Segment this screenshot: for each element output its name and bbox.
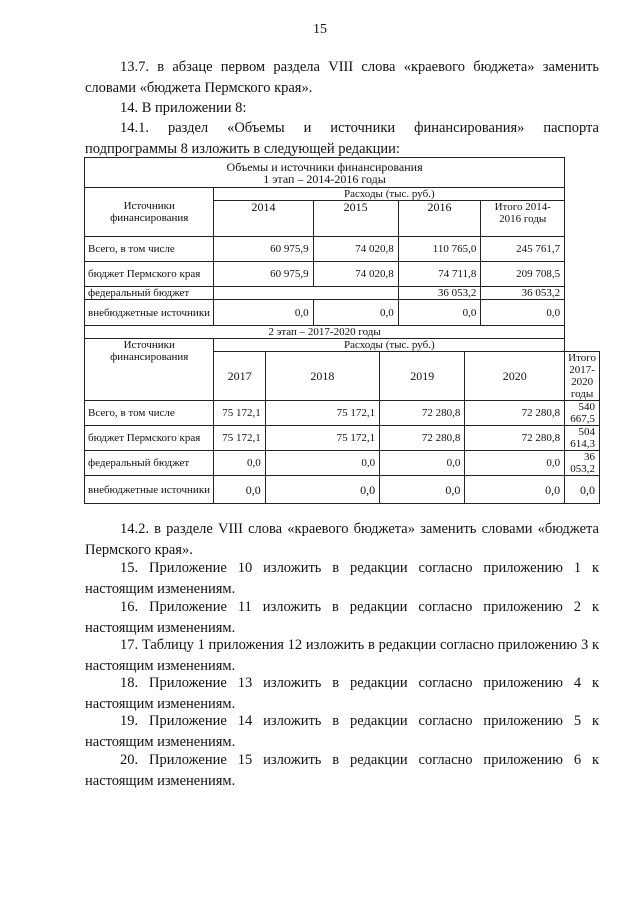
paragraph-19: 19. Приложение 14 изложить в редакции согласно приложению 5 к настоящим изменениям. [85,713,599,750]
financing-table [84,157,600,504]
year-header: 2019 [380,352,465,401]
total-header: Итого 2017-2020 годы [565,352,600,401]
table-cell: 36 053,2 [565,451,600,476]
row-label-regional: бюджет Пермского края [85,426,214,451]
total-header: Итого 2014-2016 годы [481,201,565,237]
table-cell: 0,0 [214,300,313,326]
table-cell: 0,0 [481,300,565,326]
table-cell: 504 614,3 [565,426,600,451]
table-cell: 0,0 [265,476,379,504]
paragraph-18: 18. Приложение 13 изложить в редакции согласно приложению 4 к настоящим изменениям. [85,675,599,712]
stage-1-title: 1 этап – 2014-2016 годы [263,171,386,186]
row-label-federal: федеральный бюджет [85,451,214,476]
table-cell: 0,0 [265,451,379,476]
row-label-total: Всего, в том числе [85,401,214,426]
row-label-regional: бюджет Пермского края [85,262,214,287]
year-header: 2014 [214,201,313,237]
table-cell: 0,0 [214,476,265,504]
year-header: 2017 [214,352,265,401]
page-number: 15 [313,22,327,37]
table-cell: 245 761,7 [481,237,565,262]
sources-header: Источники финансирования [85,188,214,237]
row-label-total: Всего, в том числе [85,237,214,262]
table-cell: 74 020,8 [313,262,398,287]
table-cell: 36 053,2 [481,287,565,300]
expenses-header: Расходы (тыс. руб.) [214,188,565,201]
paragraph-15: 15. Приложение 10 изложить в редакции согласно приложению 1 к настоящим изменениям. [85,560,599,597]
year-header: 2020 [465,352,565,401]
row-label-federal: федеральный бюджет [85,287,214,300]
expenses-header: Расходы (тыс. руб.) [214,339,565,352]
table-title-cell [85,158,565,188]
year-header: 2016 [398,201,481,237]
table-title: Объемы и источники финансирования [226,159,423,174]
table-cell: 540 667,5 [565,401,600,426]
table-cell: 110 765,0 [398,237,481,262]
table-cell: 36 053,2 [398,287,481,300]
table-cell: 60 975,9 [214,237,313,262]
table-cell: 0,0 [380,451,465,476]
row-label-extra: внебюджетные источники [85,476,214,504]
table-cell: 0,0 [380,476,465,504]
paragraph-20: 20. Приложение 15 изложить в редакции согласно приложению 6 к настоящим изменениям. [85,752,599,789]
paragraph-13-7: 13.7. в абзаце первом раздела VIII слова «краевого бюджета» заменить словами «бюджета Пермского края». [85,59,599,96]
table-cell: 209 708,5 [481,262,565,287]
table-cell: 0,0 [313,300,398,326]
table-cell: 0,0 [398,300,481,326]
paragraph-14: 14. В приложении 8: [120,100,247,116]
table-cell: 72 280,8 [380,426,465,451]
paragraph-14-2: 14.2. в разделе VIII слова «краевого бюджета» заменить словами «бюджета Пермского края». [85,521,599,558]
table-cell: 72 280,8 [465,426,565,451]
table-cell: 74 020,8 [313,237,398,262]
table-cell: 75 172,1 [214,401,265,426]
table-cell: 72 280,8 [380,401,465,426]
year-header: 2015 [313,201,398,237]
table-cell: 75 172,1 [214,426,265,451]
table-cell: 0,0 [565,476,600,504]
table-cell: 60 975,9 [214,262,313,287]
year-header: 2018 [265,352,379,401]
table-cell: 72 280,8 [465,401,565,426]
table-cell [214,287,398,300]
table-cell: 0,0 [214,451,265,476]
table-cell: 0,0 [465,451,565,476]
row-label-extra: внебюджетные источники [85,300,214,326]
table-cell: 75 172,1 [265,401,379,426]
table-cell: 0,0 [465,476,565,504]
paragraph-16: 16. Приложение 11 изложить в редакции согласно приложению 2 к настоящим изменениям. [85,599,599,636]
sources-header: Источники финансирования [85,339,214,401]
table-cell: 75 172,1 [265,426,379,451]
table-cell: 74 711,8 [398,262,481,287]
paragraph-17: 17. Таблицу 1 приложения 12 изложить в редакции согласно приложению 3 к настоящим изменениям. [85,637,599,674]
paragraph-14-1: 14.1. раздел «Объемы и источники финансирования» паспорта подпрограммы 8 изложить в следующей редакции: [85,120,599,157]
stage-2-title: 2 этап – 2017-2020 годы [85,326,565,339]
